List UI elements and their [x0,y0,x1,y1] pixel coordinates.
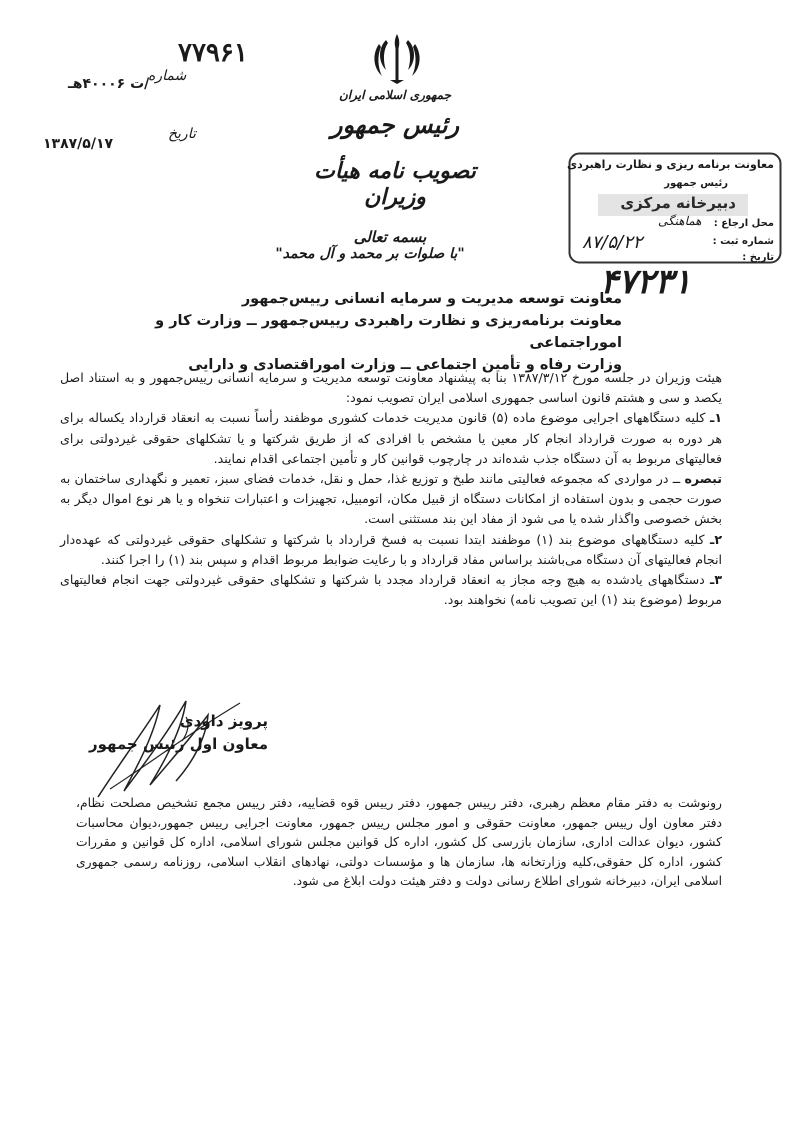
clause-note-text: ــ در مواردی که مجموعه فعالیتی مانند طبخ و توزیع غذا، حمل و نقل، خدمات فضای سبز، تعمیر و نگهداری ساختمان به صورت حجمی و بدون استفاده از امکانات دستگاه از قبیل مکان، اتومبیل، تجهیزات و اعتبارات تنخواه و یا هر نوع اموال دیگر به بخش خصوصی واگذار شده یا می شود از مفاد این بند مستثنی است. [60,471,722,527]
letter-number: ۷۷۹۶۱ [178,38,248,68]
stamp-department: معاونت برنامه ریزی و نظارت راهبردی [566,158,774,171]
stamp-referral-label: محل ارجاع : [713,218,774,229]
invocation-salutation: "با صلوات بر محمد و آل محمد" [275,246,465,262]
clause-note-label: تبصره [684,471,722,487]
received-stamp [568,152,782,278]
date-label: تاریخ [168,126,196,142]
handwritten-registration-number: ۴۷۲۳۱ [600,262,692,302]
invocation-title: بسمه تعالی [353,228,427,246]
emblem-icon [370,30,424,86]
document-type: تصویب نامه هیأت وزیران [314,158,476,210]
clause-3-number: ۳ـ [710,572,722,588]
copy-recipients: رونوشت به دفتر مقام معظم رهبری، دفتر رییس جمهور، دفتر رییس قوه قضاییه، دفتر رییس مجمع تشخیص مصلحت نظام، دفتر معاون اول رییس جمهور، معاونت حقوقی و امور مجلس رییس جمهور، معاونت اجرایی رییس جمهور،دیوان محاسبات کشور، دیوان عدالت اداری، سازمان بازرسی کل کشور، اداره کل قوانین مجلس شورای اسلامی، اداره کل قوانین و مقررات کشور، اداره کل حقوقی،کلیه وزارتخانه ها، سازمان ها و مؤسسات دولتی، نهادهای انقلاب اسلامی، روزنامه رسمی جمهوری اسلامی ایران، دبیرخانه شورای اطلاع رسانی دولت و دفتر هیئت دولت ابلاغ می شود. [76,796,722,889]
stamp-subtitle: رئیس جمهور [664,178,728,189]
addressee-line: معاونت برنامه‌ریزی و نظارت راهبردی رییس‌جمهور ــ وزارت کار و اموراجتماعی [155,313,622,351]
reference-block [28,38,248,152]
addressee-list [142,288,622,376]
clause-2-text: کلیه دستگاههای موضوع بند (۱) موظفند ابتدا نسبت به فسخ قرارداد با شرکتها و تشکلهای حقوقی غیردولتی که عهده‌دار انجام فعالیتهای آن دستگاه می‌باشند براساس مفاد قرارداد و با رعایت ضوابط مربوط اقدام و سپس بند (۱) را اجرا کنند. [60,531,722,567]
clause-1-number: ۱ـ [710,410,723,426]
letter-date: ۱۳۸۷/۵/۱۷ [43,136,114,152]
clause-note [60,469,722,530]
clause-1 [60,408,722,469]
country-name: جمهوری اسلامی ایران [338,88,452,102]
stamp-registration-label: شماره ثبت : [712,236,774,247]
signatory-name: پرویز داودی [179,712,268,730]
stamp-handwritten-date: ۸۷/۵/۲۲ [582,232,643,253]
clause-1-text: کلیه دستگاههای اجرایی موضوع ماده (۵) قانون مدیریت خدمات کشوری موظفند رأساً نسبت به انعقاد قرارداد یکساله برای هر دوره به صورت قرارداد انجام کار معین یا مشخص با افرادی که از طریق شرکتها و یا تشکلهای حقوقی غیردولتی برای فعالیتهای مربوط به آن دستگاه جذب شده‌اند در چارچوب قوانین کار و تأمین اجتماعی اقدام نمایند. [60,410,722,466]
clause-2 [60,530,722,570]
addressee-line: معاونت توسعه مدیریت و سرمایه انسانی رییس‌جمهور [241,291,622,307]
addressee-line: وزارت رفاه و تأمین اجتماعی ــ وزارت اموراقتصادی و دارایی [188,357,622,373]
reference-code: /ت ۴۰۰۰۶هـ [68,76,150,92]
stamp-handwritten-referral: هماهنگی [658,214,702,228]
stamp-secretariat: دبیرخانه مرکزی [620,194,736,212]
stamp-date-label: تاریخ : [742,252,774,263]
decree-body [60,368,722,610]
number-label: شماره [148,68,187,84]
clause-3-text: دستگاههای یادشده به هیچ وجه مجاز به انعقاد قرارداد مجدد با شرکتها و تشکلهای حقوقی غیردولتی جهت انجام فعالیتهای مربوط (موضوع بند (۱) این تصویب نامه) نخواهند بود. [60,572,722,608]
office-title: رئیس جمهور [330,110,460,139]
body-intro: هیئت وزیران در جلسه مورخ ۱۳۸۷/۳/۱۲ بنا به پیشنهاد معاونت توسعه مدیریت و سرمایه انسانی رییس‌جمهور و به استناد اصل یکصد و سی و هشتم قانون اساسی جمهوری اسلامی ایران تصویب نمود: [60,370,722,406]
clause-3 [60,570,722,610]
clause-2-number: ۲ـ [710,531,722,547]
signatory-title: معاون اول رئیس جمهور [88,735,268,753]
